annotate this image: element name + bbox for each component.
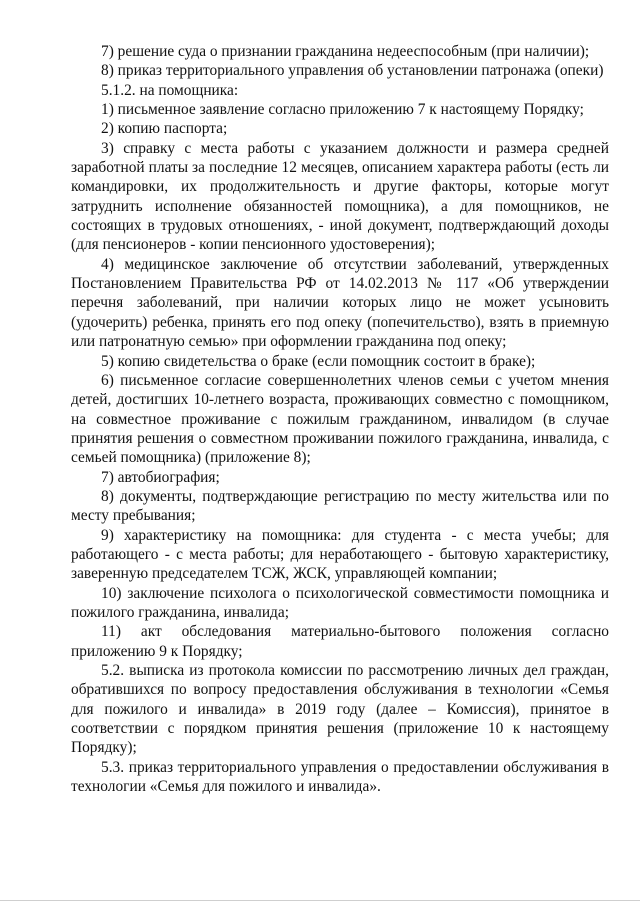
paragraph-assistant-reference: 9) характеристику на помощника: для студента - с места учебы; для работающего - с места работы; для неработающего - бытовую характеристику, заверенную председателем ТСЖ, ЖСК, управляющей компании; <box>71 526 609 583</box>
paragraph-marriage-certificate: 5) копию свидетельства о браке (если помощник состоит в браке); <box>101 352 536 370</box>
paragraph-psychologist-conclusion: 10) заключение психолога о психологической совместимости помощника и пожилого гражданина, инвалида; <box>71 584 609 621</box>
paragraph-living-conditions-act: 11) акт обследования материально-бытового положения согласно приложению 9 к Порядку; <box>71 623 609 660</box>
paragraph-family-consent: 6) письменное согласие совершеннолетних членов семьи с учетом мнения детей, достигших 10-летнего возраста, проживающих совместно с помощником, на совместное проживание с пожилым гражданином, инвалидом (в случае принятия решения о совместном проживании пожилого гражданина, инвалида, с семьей помощника) (приложение 8); <box>71 371 609 467</box>
paragraph-court-decision: 7) решение суда о признании гражданина недееспособным (при наличии); <box>101 43 590 60</box>
paragraph-assistant-heading: 5.1.2. на помощника: <box>101 81 239 99</box>
paragraph-service-order: 5.3. приказ территориального управления о предоставлении обслуживания в технологии «Семья для пожилого и инвалида». <box>71 758 609 796</box>
document-body <box>71 42 609 796</box>
paragraph-commission-protocol: 5.2. выписка из протокола комиссии по рассмотрению личных дел граждан, обратившихся по вопросу предоставления обслуживания в технологии «Семья для пожилого и инвалида» в 2019 году (далее – Комиссия), принятое в соответствии с порядком принятия решения (приложение 10 к настоящему Порядку); <box>71 662 609 757</box>
paragraph-patronage-order: 8) приказ территориального управления об установлении патронажа (опеки) <box>101 62 604 80</box>
paragraph-written-application: 1) письменное заявление согласно приложению 7 к настоящему Порядку; <box>101 101 584 119</box>
scan-edge-line <box>0 900 640 901</box>
paragraph-passport-copy: 2) копию паспорта; <box>101 120 228 138</box>
paragraph-medical-conclusion: 4) медицинское заключение об отсутствии заболеваний, утвержденных Постановлением Правительства РФ от 14.02.2013 № 117 «Об утверждении перечня заболеваний, при наличии которых лицо не может усыновить (удочерить) ребенка, принять его под опеку (попечительство), взять в приемную или патронатную семью» при оформлении гражданина под опеку; <box>71 255 609 351</box>
paragraph-autobiography: 7) автобиография; <box>101 468 220 486</box>
paragraph-registration-documents: 8) документы, подтверждающие регистрацию по месту жительства или по месту пребывания; <box>71 487 609 525</box>
paragraph-employment-certificate: 3) справку с места работы с указанием должности и размера средней заработной платы за последние 12 месяцев, описанием характера работы (есть ли командировки, их продолжительность и другие факторы, которые могут затруднить исполнение обязанностей помощника), а для помощников, не состоящих в трудовых отношениях, - иной документ, подтверждающий доходы (для пенсионеров - копии пенсионного удостоверения); <box>71 139 609 254</box>
